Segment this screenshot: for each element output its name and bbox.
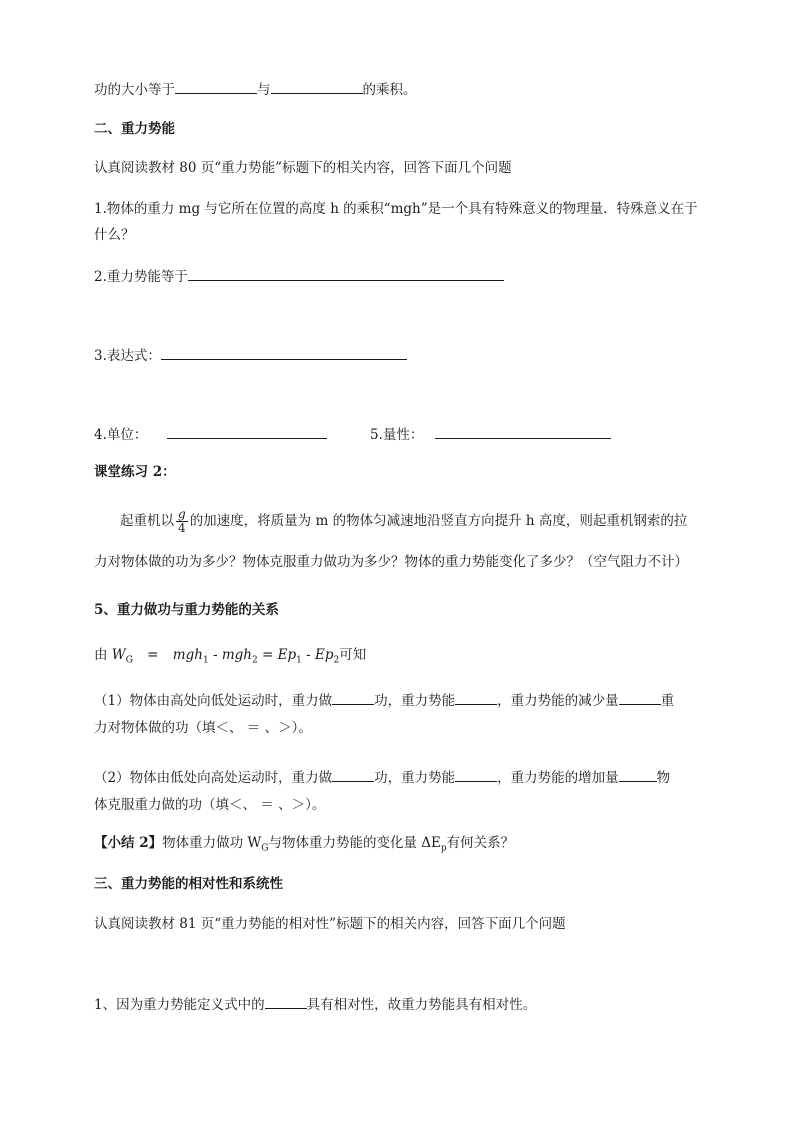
blank	[619, 766, 657, 782]
problem-line-2: 力对物体做的功为多少？物体克服重力做功为多少？物体的重力势能变化了多少？（空气阻力不计）	[94, 554, 688, 570]
blank	[619, 689, 661, 705]
blank	[455, 689, 497, 705]
blank	[167, 423, 327, 439]
question-1-cont: 什么？	[94, 227, 135, 243]
formula: 由 $W_G = mgh_1 - mgh_2 = Ep_1 - Ep_2$可知	[94, 647, 367, 666]
item-1: （1）物体由高处向低处运动时，重力做 功，重力势能 ，重力势能的减少量 重	[94, 689, 674, 711]
relativity-item-1: 1、因为重力势能定义式中的 具有相对性，故重力势能具有相对性。	[94, 993, 536, 1015]
blank	[161, 344, 407, 360]
question-3: 3.表达式：	[94, 344, 407, 366]
summary: 【小结 2】物体重力做功 $W_G$与物体重力势能的变化量 $\Delta E_p$有何关系？	[94, 835, 515, 854]
blank	[332, 689, 374, 705]
exercise-heading: 课堂练习 2：	[94, 464, 176, 480]
question-1: 1.物体的重力 mg 与它所在位置的高度 h 的乘积“mgh”是一个具有特殊意义的物理量．特殊意义在于	[94, 201, 698, 217]
blank	[435, 423, 611, 439]
subsection-heading: 5、重力做功与重力势能的关系	[94, 602, 279, 618]
question-4: 4.单位：	[94, 423, 327, 445]
section-heading: 二、重力势能	[94, 121, 175, 137]
text-line: 功的大小等于 与 的乘积。	[94, 78, 417, 100]
blank	[271, 78, 363, 94]
problem-line-1: 起重机以 $\frac{g}{4}$ 的加速度，将质量为 m 的物体匀减速地沿竖直方向提升 h 高度，则起重机钢索的拉	[120, 507, 688, 535]
blank	[188, 265, 504, 281]
fraction-g-over-4: $\frac{g}{4}$	[178, 507, 186, 535]
blank	[175, 78, 257, 94]
blank	[332, 766, 374, 782]
item-2: （2）物体由低处向高处运动时，重力做 功，重力势能 ，重力势能的增加量 物	[94, 766, 670, 788]
item-2-cont: 体克服重力做的功（填＜、 ＝ 、＞）。	[94, 797, 326, 813]
instruction: 认真阅读教材 80 页“重力势能”标题下的相关内容，回答下面几个问题	[94, 160, 512, 176]
section-heading-3: 三、重力势能的相对性和系统性	[94, 876, 283, 892]
blank	[455, 766, 497, 782]
blank	[265, 993, 307, 1009]
question-5: 5.量性：	[370, 423, 611, 445]
item-1-cont: 力对物体做的功（填＜、 ＝ 、＞）。	[94, 720, 312, 736]
question-2: 2.重力势能等于	[94, 265, 504, 287]
instruction-2: 认真阅读教材 81 页“重力势能的相对性”标题下的相关内容，回答下面几个问题	[94, 916, 566, 932]
